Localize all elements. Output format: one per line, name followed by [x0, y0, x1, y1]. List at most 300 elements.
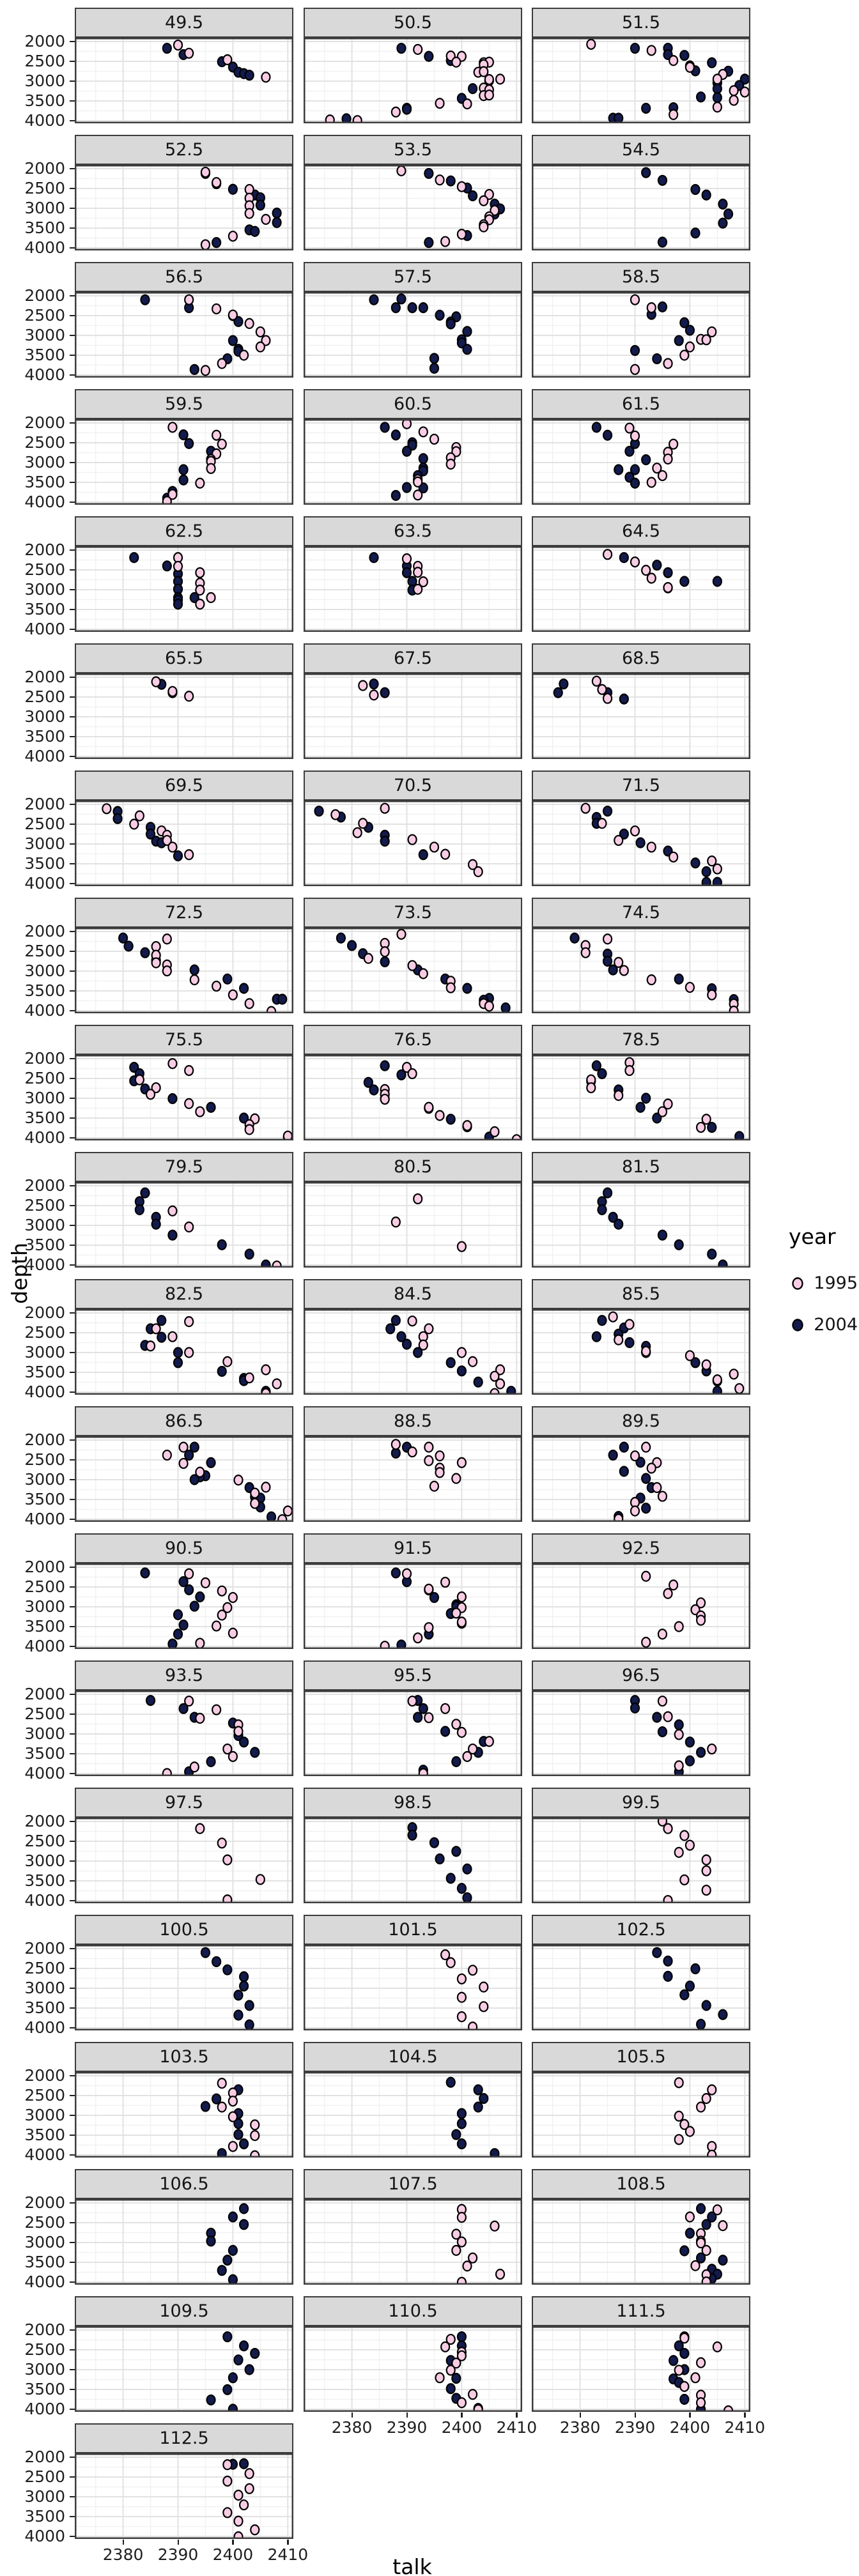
y-tick-mark [70, 2389, 75, 2390]
y-tick-mark [70, 1058, 75, 1059]
y-tick-mark [70, 1586, 75, 1588]
data-point-1995 [408, 1696, 417, 1706]
data-point-1995 [631, 1506, 639, 1515]
data-point-1995 [647, 842, 656, 852]
data-point-2004 [474, 2085, 483, 2095]
y-tick-label: 3000 [24, 199, 65, 217]
data-point-2004 [447, 1358, 455, 1367]
data-point-1995 [152, 958, 160, 967]
data-point-2004 [609, 1450, 617, 1460]
data-point-1995 [675, 2135, 683, 2144]
y-tick-mark [70, 442, 75, 443]
data-point-1995 [436, 1110, 444, 1120]
facet-strip: 82.5 [75, 1279, 293, 1309]
y-tick-label: 2000 [24, 540, 65, 559]
data-point-2004 [196, 1592, 204, 1602]
data-point-1995 [185, 1317, 193, 1326]
y-tick-mark [70, 1753, 75, 1754]
data-point-1995 [229, 231, 237, 241]
data-point-2004 [680, 50, 688, 60]
data-point-2004 [114, 814, 122, 824]
y-tick-mark [70, 589, 75, 590]
data-point-1995 [245, 209, 254, 218]
data-point-2004 [468, 191, 477, 201]
x-tick-label: 2400 [441, 2418, 483, 2437]
y-tick-label: 2500 [24, 2213, 65, 2232]
y-tick-label: 3500 [24, 2126, 65, 2144]
data-point-1995 [424, 1623, 433, 1632]
data-point-1995 [185, 1696, 193, 1706]
y-tick-mark [70, 2349, 75, 2350]
data-point-2004 [680, 576, 688, 586]
facet-panel [75, 165, 293, 250]
data-point-2004 [419, 454, 428, 463]
facet-panel [532, 38, 750, 123]
legend-title: year [789, 1224, 836, 1249]
data-point-1995 [713, 2205, 722, 2214]
facet-panel [532, 1563, 750, 1649]
data-point-1995 [664, 359, 672, 369]
y-tick-mark [70, 61, 75, 62]
facet-strip: 105.5 [532, 2042, 750, 2072]
data-point-2004 [381, 836, 389, 846]
data-point-2004 [620, 694, 628, 704]
data-point-2004 [141, 1568, 149, 1577]
data-point-2004 [403, 105, 411, 114]
data-point-2004 [447, 1114, 455, 1124]
data-point-1995 [496, 74, 504, 84]
data-point-2004 [229, 336, 237, 346]
data-point-2004 [713, 93, 722, 102]
y-tick-label: 3500 [24, 600, 65, 618]
data-point-2004 [571, 933, 579, 943]
data-point-1995 [135, 811, 144, 820]
data-point-1995 [392, 107, 400, 117]
data-point-2004 [458, 2109, 466, 2119]
y-tick-mark [70, 1479, 75, 1480]
data-point-2004 [190, 365, 199, 374]
data-point-2004 [119, 933, 127, 943]
y-tick-mark [70, 1880, 75, 1882]
data-point-2004 [240, 2204, 248, 2213]
data-point-2004 [658, 1230, 667, 1240]
y-tick-mark [70, 1264, 75, 1266]
data-point-1995 [185, 1348, 193, 1358]
data-point-1995 [251, 1489, 259, 1498]
y-tick-label: 2500 [24, 2467, 65, 2486]
facet-panel [304, 2072, 522, 2158]
data-point-1995 [201, 1578, 210, 1588]
data-point-1995 [669, 440, 677, 449]
facet-panel [532, 1436, 750, 1522]
data-point-2004 [369, 1085, 378, 1094]
data-point-1995 [452, 1608, 460, 1618]
y-tick-mark [70, 2027, 75, 2028]
y-tick-mark [70, 1900, 75, 1901]
data-point-1995 [452, 2246, 460, 2255]
data-point-1995 [152, 1324, 160, 1333]
data-point-2004 [251, 2349, 259, 2358]
data-point-2004 [414, 1712, 422, 1722]
y-tick-mark [70, 951, 75, 952]
data-point-2004 [642, 1474, 650, 1483]
data-point-2004 [369, 679, 378, 689]
data-point-1995 [196, 1468, 204, 1477]
y-tick-mark [70, 569, 75, 571]
facet-panel [75, 673, 293, 759]
data-point-1995 [658, 1107, 667, 1117]
data-point-2004 [180, 1620, 188, 1630]
data-point-1995 [424, 1103, 433, 1112]
data-point-1995 [675, 1622, 683, 1632]
data-point-1995 [408, 1316, 417, 1326]
data-point-2004 [251, 227, 259, 236]
y-tick-label: 3000 [24, 2233, 65, 2251]
data-point-2004 [653, 1712, 661, 1722]
facet-panel [304, 673, 522, 759]
facet-panel [75, 546, 293, 632]
data-point-1995 [447, 2365, 455, 2375]
data-point-1995 [196, 1713, 204, 1723]
x-tick-mark [352, 2412, 353, 2418]
facet-strip: 104.5 [304, 2042, 522, 2072]
data-point-1995 [463, 1121, 471, 1130]
y-tick-label: 2500 [24, 1959, 65, 1977]
data-point-2004 [240, 2459, 248, 2469]
data-point-1995 [458, 1242, 466, 1252]
data-point-1995 [680, 2333, 688, 2343]
y-tick-mark [70, 355, 75, 356]
facet-panel [304, 1945, 522, 2030]
y-tick-label: 3500 [24, 1871, 65, 1890]
y-tick-label: 3000 [24, 1979, 65, 1997]
facet-panel [304, 292, 522, 378]
data-point-1995 [436, 98, 444, 108]
y-tick-label: 3500 [24, 1490, 65, 1508]
data-point-1995 [713, 2342, 722, 2352]
x-tick-mark [580, 2412, 581, 2418]
facet-panel [304, 165, 522, 250]
x-tick-label: 2400 [669, 2418, 711, 2437]
data-point-1995 [675, 1729, 683, 1739]
facet-panel [532, 1945, 750, 2030]
facet-strip: 112.5 [75, 2423, 293, 2453]
data-point-2004 [447, 176, 455, 186]
data-point-1995 [713, 74, 722, 84]
data-point-1995 [207, 593, 215, 602]
data-point-1995 [424, 1443, 433, 1452]
y-tick-mark [70, 2329, 75, 2331]
facet-strip: 86.5 [75, 1406, 293, 1436]
data-point-1995 [381, 947, 389, 956]
data-point-1995 [708, 1744, 716, 1754]
data-point-1995 [414, 1194, 422, 1204]
data-point-2004 [675, 1720, 683, 1729]
data-point-1995 [718, 2221, 727, 2230]
data-point-2004 [598, 1205, 606, 1215]
data-point-1995 [458, 182, 466, 192]
data-point-1995 [490, 1127, 499, 1137]
data-point-1995 [408, 961, 417, 970]
y-tick-label: 4000 [24, 747, 65, 765]
facet-panel [75, 2326, 293, 2412]
data-point-1995 [229, 1593, 237, 1602]
data-point-1995 [414, 585, 422, 594]
data-point-1995 [620, 966, 628, 976]
x-tick-mark [406, 2412, 408, 2418]
y-tick-label: 3000 [24, 326, 65, 344]
data-point-2004 [642, 455, 650, 464]
y-tick-mark [70, 1392, 75, 1393]
facet-strip: 67.5 [304, 643, 522, 673]
facet-panel [532, 2199, 750, 2285]
facet-panel [75, 2072, 293, 2158]
data-point-2004 [392, 491, 400, 500]
data-point-1995 [419, 427, 428, 436]
data-point-2004 [240, 1737, 248, 1747]
data-point-2004 [447, 2384, 455, 2393]
y-tick-label: 2500 [24, 52, 65, 70]
data-point-1995 [168, 687, 176, 696]
data-point-2004 [403, 568, 411, 578]
y-tick-mark [70, 2095, 75, 2096]
data-point-1995 [664, 1589, 672, 1598]
y-tick-mark [70, 990, 75, 992]
data-point-2004 [168, 1230, 176, 1240]
data-point-1995 [234, 2490, 242, 2500]
data-point-1995 [447, 983, 455, 993]
data-point-2004 [479, 2094, 488, 2103]
data-point-2004 [658, 238, 667, 247]
facet-panel [75, 292, 293, 378]
y-tick-label: 2500 [24, 815, 65, 833]
y-tick-mark [70, 696, 75, 698]
facet-strip: 81.5 [532, 1152, 750, 1182]
facet-panel [532, 1818, 750, 1903]
legend-entry-1995 [789, 1273, 858, 1293]
x-tick-mark [744, 2412, 745, 2418]
data-point-1995 [702, 2246, 711, 2255]
facet-strip: 101.5 [304, 1915, 522, 1945]
y-tick-mark [70, 883, 75, 884]
data-point-2004 [458, 2332, 466, 2342]
data-point-1995 [408, 1447, 417, 1457]
data-point-1995 [675, 1848, 683, 1857]
y-tick-label: 2500 [24, 179, 65, 197]
y-tick-label: 3000 [24, 1470, 65, 1489]
y-tick-mark [70, 2369, 75, 2370]
data-point-2004 [592, 1332, 601, 1342]
x-tick-label: 2390 [614, 2418, 656, 2437]
facet-strip: 107.5 [304, 2169, 522, 2199]
data-point-1995 [185, 691, 193, 701]
facet-panel [532, 165, 750, 250]
x-tick-mark [178, 2540, 179, 2545]
data-point-2004 [240, 2139, 248, 2149]
data-point-1995 [458, 229, 466, 239]
data-point-2004 [201, 2102, 210, 2112]
data-point-1995 [675, 2112, 683, 2121]
facet-strip: 76.5 [304, 1025, 522, 1055]
data-point-2004 [713, 84, 722, 93]
data-point-1995 [223, 55, 231, 65]
facet-panel [532, 546, 750, 632]
data-point-2004 [141, 295, 149, 305]
data-point-1995 [680, 351, 688, 360]
data-point-1995 [234, 2517, 242, 2526]
data-point-1995 [218, 359, 226, 369]
facet-strip: 89.5 [532, 1406, 750, 1436]
data-point-1995 [713, 102, 722, 112]
data-point-1995 [458, 1974, 466, 1984]
filled-circle-icon [789, 1316, 805, 1334]
data-point-1995 [686, 983, 694, 992]
y-tick-label: 2500 [24, 306, 65, 325]
facet-strip: 80.5 [304, 1152, 522, 1182]
y-tick-label: 3000 [24, 1724, 65, 1743]
data-point-1995 [441, 2342, 449, 2352]
data-point-2004 [702, 867, 711, 877]
data-point-1995 [331, 810, 339, 820]
data-point-1995 [261, 215, 270, 224]
data-point-2004 [637, 838, 645, 848]
data-point-2004 [130, 553, 138, 562]
x-tick-label: 2400 [212, 2545, 254, 2564]
data-point-2004 [653, 354, 661, 364]
data-point-2004 [245, 1249, 254, 1259]
y-tick-mark [70, 295, 75, 296]
data-point-1995 [485, 75, 493, 84]
data-point-1995 [240, 351, 248, 360]
data-point-1995 [441, 1577, 449, 1587]
data-point-2004 [278, 995, 286, 1004]
y-tick-label: 4000 [24, 1001, 65, 1020]
facet-panel [75, 1309, 293, 1395]
data-point-1995 [212, 178, 221, 187]
data-point-1995 [185, 1099, 193, 1108]
facet-strip: 50.5 [304, 8, 522, 38]
data-point-2004 [403, 483, 411, 493]
facet-strip: 61.5 [532, 389, 750, 419]
data-point-2004 [658, 302, 667, 312]
data-point-1995 [212, 431, 221, 440]
facet-strip: 69.5 [75, 770, 293, 801]
data-point-2004 [603, 431, 612, 440]
facet-strip: 70.5 [304, 770, 522, 801]
x-tick-label: 2390 [386, 2418, 428, 2437]
y-tick-label: 2500 [24, 1705, 65, 1723]
facet-panel [304, 1055, 522, 1140]
y-tick-mark [70, 1439, 75, 1441]
data-point-2004 [436, 1854, 444, 1864]
data-point-2004 [642, 1503, 650, 1513]
y-tick-mark [70, 2154, 75, 2156]
data-point-1995 [702, 335, 711, 344]
y-tick-label: 4000 [24, 1764, 65, 1782]
data-point-1995 [403, 554, 411, 564]
y-tick-label: 4000 [24, 493, 65, 511]
data-point-1995 [430, 1482, 438, 1491]
data-point-2004 [157, 1333, 166, 1342]
facet-panel [304, 1563, 522, 1649]
facet-strip: 102.5 [532, 1915, 750, 1945]
data-point-1995 [631, 557, 639, 567]
data-point-2004 [458, 1883, 466, 1893]
y-tick-label: 2500 [24, 1832, 65, 1850]
data-point-1995 [669, 56, 677, 65]
data-point-1995 [658, 1696, 667, 1706]
y-tick-mark [70, 1185, 75, 1186]
data-point-2004 [315, 806, 323, 816]
y-tick-mark [70, 824, 75, 825]
data-point-1995 [587, 1083, 595, 1092]
y-tick-label: 2000 [24, 159, 65, 178]
data-point-1995 [631, 826, 639, 836]
data-point-2004 [245, 2000, 254, 2010]
data-point-2004 [386, 1324, 394, 1333]
data-point-2004 [234, 2355, 242, 2365]
facet-strip: 111.5 [532, 2296, 750, 2326]
y-tick-mark [70, 100, 75, 102]
facet-strip: 99.5 [532, 1788, 750, 1818]
data-point-1995 [730, 86, 738, 95]
data-point-2004 [718, 199, 727, 209]
data-point-2004 [212, 2094, 221, 2104]
y-tick-label: 3500 [24, 981, 65, 1000]
y-tick-mark [70, 2242, 75, 2243]
y-tick-label: 2000 [24, 32, 65, 50]
data-point-2004 [686, 1737, 694, 1747]
y-tick-mark [70, 2476, 75, 2478]
data-point-1995 [185, 850, 193, 859]
facet-panel [304, 928, 522, 1013]
data-point-1995 [424, 1584, 433, 1594]
y-tick-label: 3500 [24, 1108, 65, 1127]
y-tick-label: 3500 [24, 1744, 65, 1763]
data-point-1995 [229, 1629, 237, 1638]
data-point-2004 [680, 2246, 688, 2256]
data-point-1995 [218, 1611, 226, 1620]
data-point-2004 [337, 933, 345, 943]
data-point-1995 [414, 45, 422, 54]
data-point-1995 [686, 2127, 694, 2136]
data-point-2004 [245, 2020, 254, 2030]
data-point-1995 [419, 969, 428, 979]
y-tick-label: 4000 [24, 1255, 65, 1274]
data-point-2004 [240, 2341, 248, 2350]
data-point-1995 [284, 1506, 292, 1515]
y-tick-label: 3500 [24, 2380, 65, 2398]
data-point-1995 [691, 2261, 699, 2271]
data-point-2004 [185, 1585, 193, 1595]
x-tick-label: 2410 [267, 2545, 309, 2564]
y-tick-mark [70, 1225, 75, 1226]
facet-panel [532, 1055, 750, 1140]
y-tick-label: 2000 [24, 2448, 65, 2466]
data-point-1995 [658, 1629, 667, 1639]
y-tick-mark [70, 1245, 75, 1246]
facet-strip: 53.5 [304, 135, 522, 165]
y-tick-label: 2000 [24, 2066, 65, 2085]
facet-panel [304, 801, 522, 886]
data-point-2004 [430, 1838, 438, 1848]
data-point-2004 [223, 1965, 231, 1975]
data-point-1995 [675, 2078, 683, 2087]
data-point-1995 [273, 1379, 281, 1388]
data-point-2004 [620, 1443, 628, 1452]
y-tick-label: 3500 [24, 727, 65, 746]
data-point-1995 [196, 1107, 204, 1117]
